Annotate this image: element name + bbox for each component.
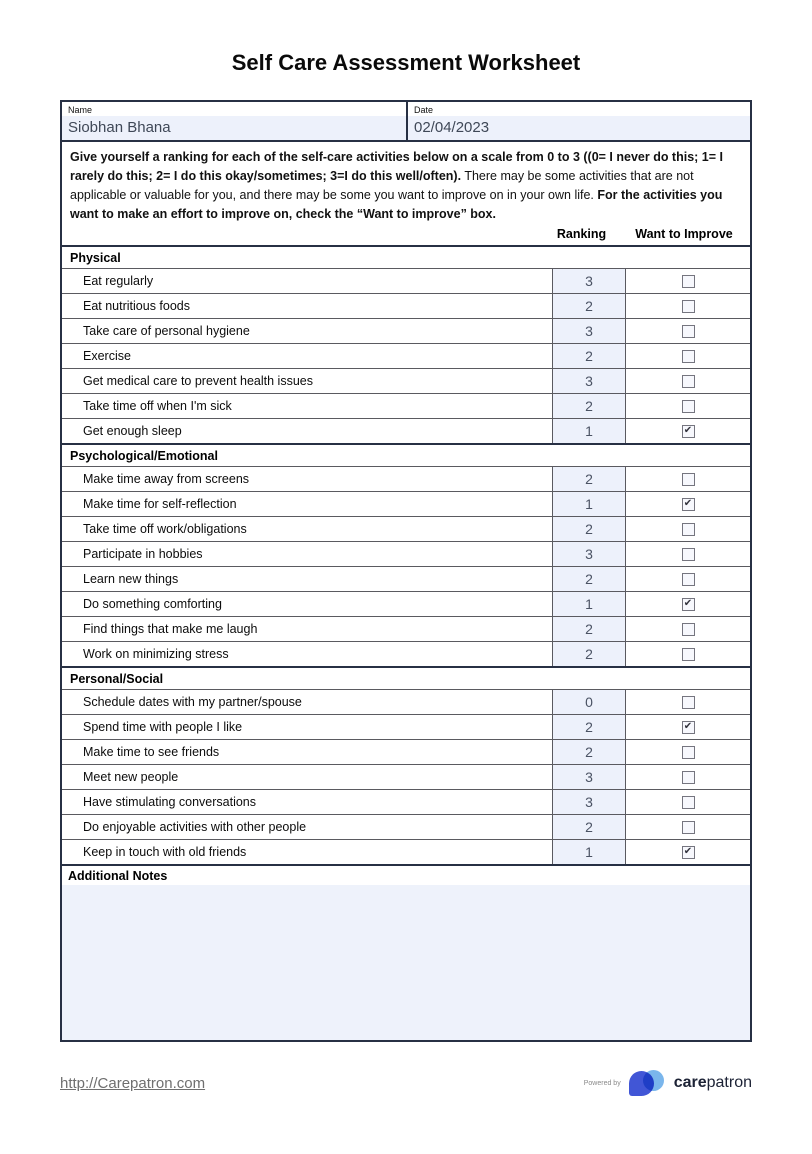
ranking-value-field[interactable]: 2 [553, 344, 626, 368]
improve-cell [626, 517, 750, 541]
improve-cell [626, 294, 750, 318]
want-to-improve-checkbox[interactable] [682, 648, 695, 661]
ranking-value-field[interactable]: 2 [553, 715, 626, 739]
carepatron-logo-icon [629, 1068, 664, 1098]
date-label: Date [408, 102, 750, 116]
section-header-row [62, 443, 750, 466]
ranking-value-field[interactable]: 2 [553, 294, 626, 318]
assessment-table [62, 245, 750, 864]
activity-label: Spend time with people I like [62, 715, 553, 739]
ranking-value-field[interactable]: 2 [553, 517, 626, 541]
activity-label: Get medical care to prevent health issues [62, 369, 553, 393]
activity-row [62, 764, 750, 789]
want-to-improve-checkbox[interactable] [682, 375, 695, 388]
ranking-value-field[interactable]: 0 [553, 690, 626, 714]
activity-label: Have stimulating conversations [62, 790, 553, 814]
section-header-row [62, 666, 750, 689]
instructions-normal: There may be some activities that are not applicable or valuable for you, and there may be some you want to improve on in your own life. [70, 169, 694, 202]
improve-cell [626, 740, 750, 764]
want-to-improve-checkbox[interactable] [682, 821, 695, 834]
want-to-improve-checkbox-checked[interactable]: ✔ [682, 846, 695, 859]
instructions-bold-intro: Give yourself a ranking for each of the self-care activities below on a scale from 0 to 3 ((0= I never do this; 1= I rarely do this; 2= I do this okay/sometimes; 3=I do this well/often). [70, 150, 723, 183]
want-to-improve-checkbox[interactable] [682, 523, 695, 536]
ranking-value-field[interactable]: 3 [553, 269, 626, 293]
ranking-value-field[interactable]: 3 [553, 790, 626, 814]
name-field-cell [62, 102, 406, 140]
ranking-value-field[interactable]: 2 [553, 394, 626, 418]
activity-row [62, 293, 750, 318]
activity-label: Keep in touch with old friends [62, 840, 553, 864]
brand-block [584, 1068, 752, 1098]
want-to-improve-checkbox[interactable] [682, 746, 695, 759]
want-to-improve-checkbox[interactable] [682, 473, 695, 486]
column-headers [70, 227, 750, 241]
name-label: Name [62, 102, 406, 116]
activity-row [62, 739, 750, 764]
activity-label: Take time off when I'm sick [62, 394, 553, 418]
ranking-value-field[interactable]: 3 [553, 369, 626, 393]
activity-row [62, 343, 750, 368]
want-to-improve-checkbox-checked[interactable]: ✔ [682, 498, 695, 511]
ranking-value-field[interactable]: 2 [553, 815, 626, 839]
instructions-bold-end: For the activities you want to make an effort to improve on, check the “Want to improve” box. [70, 188, 723, 221]
want-to-improve-checkbox[interactable] [682, 548, 695, 561]
ranking-value-field[interactable]: 2 [553, 740, 626, 764]
improve-cell [626, 369, 750, 393]
improve-cell [626, 567, 750, 591]
improve-cell [626, 344, 750, 368]
ranking-value-field[interactable]: 2 [553, 567, 626, 591]
wordmark-patron: patron [706, 1074, 752, 1091]
want-to-improve-checkbox-checked[interactable]: ✔ [682, 721, 695, 734]
activity-label: Do something comforting [62, 592, 553, 616]
want-to-improve-checkbox[interactable] [682, 623, 695, 636]
activity-label: Find things that make me laugh [62, 617, 553, 641]
improve-cell [626, 840, 750, 864]
activity-label: Participate in hobbies [62, 542, 553, 566]
improve-cell [626, 815, 750, 839]
section-title: Personal/Social [70, 671, 164, 686]
want-to-improve-checkbox[interactable] [682, 771, 695, 784]
ranking-value-field[interactable]: 1 [553, 419, 626, 443]
want-to-improve-checkbox[interactable] [682, 350, 695, 363]
ranking-value-field[interactable]: 3 [553, 542, 626, 566]
activity-row [62, 814, 750, 839]
ranking-value-field[interactable]: 1 [553, 592, 626, 616]
improve-cell [626, 419, 750, 443]
improve-cell [626, 542, 750, 566]
activity-row [62, 268, 750, 293]
want-to-improve-checkbox-checked[interactable]: ✔ [682, 425, 695, 438]
ranking-value-field[interactable]: 2 [553, 467, 626, 491]
name-date-row [62, 102, 750, 142]
want-to-improve-checkbox[interactable] [682, 325, 695, 338]
instructions-text [70, 148, 742, 224]
improve-cell [626, 765, 750, 789]
ranking-value-field[interactable]: 3 [553, 765, 626, 789]
want-to-improve-checkbox-checked[interactable]: ✔ [682, 598, 695, 611]
ranking-value-field[interactable]: 2 [553, 642, 626, 666]
activity-label: Do enjoyable activities with other people [62, 815, 553, 839]
activity-label: Work on minimizing stress [62, 642, 553, 666]
activity-row [62, 318, 750, 343]
ranking-value-field[interactable]: 1 [553, 840, 626, 864]
ranking-column-header: Ranking [556, 227, 607, 241]
activity-row [62, 591, 750, 616]
activity-row [62, 789, 750, 814]
ranking-value-field[interactable]: 3 [553, 319, 626, 343]
want-to-improve-checkbox[interactable] [682, 400, 695, 413]
additional-notes-section [62, 864, 750, 1040]
activity-row [62, 418, 750, 443]
activity-row [62, 689, 750, 714]
want-to-improve-checkbox[interactable] [682, 796, 695, 809]
carepatron-wordmark [674, 1074, 752, 1092]
want-to-improve-checkbox[interactable] [682, 573, 695, 586]
want-to-improve-checkbox[interactable] [682, 275, 695, 288]
activity-label: Meet new people [62, 765, 553, 789]
activity-row [62, 393, 750, 418]
improve-cell [626, 269, 750, 293]
activity-row [62, 641, 750, 666]
instructions-block [62, 142, 750, 245]
activity-label: Get enough sleep [62, 419, 553, 443]
footer [60, 1068, 752, 1098]
ranking-value-field[interactable]: 1 [553, 492, 626, 516]
want-to-improve-checkbox[interactable] [682, 696, 695, 709]
section-title: Physical [70, 250, 121, 265]
additional-notes-input[interactable] [62, 885, 750, 1040]
additional-notes-label: Additional Notes [62, 866, 750, 885]
wordmark-care: care [673, 1074, 707, 1091]
activity-row [62, 491, 750, 516]
want-to-improve-checkbox[interactable] [682, 300, 695, 313]
activity-label: Eat regularly [62, 269, 553, 293]
improve-cell [626, 319, 750, 343]
activity-label: Make time for self-reflection [62, 492, 553, 516]
activity-row [62, 839, 750, 864]
activity-row [62, 616, 750, 641]
activity-label: Make time away from screens [62, 467, 553, 491]
improve-cell [626, 492, 750, 516]
date-input[interactable]: 02/04/2023 [408, 116, 750, 140]
improve-column-header: Want to Improve [635, 227, 733, 241]
improve-cell [626, 690, 750, 714]
activity-row [62, 516, 750, 541]
improve-cell [626, 467, 750, 491]
activity-label: Exercise [62, 344, 553, 368]
ranking-value-field[interactable]: 2 [553, 617, 626, 641]
activity-row [62, 714, 750, 739]
improve-cell [626, 394, 750, 418]
improve-cell [626, 642, 750, 666]
powered-by-label: Powered by [583, 1079, 621, 1087]
improve-cell [626, 617, 750, 641]
name-input[interactable]: Siobhan Bhana [62, 116, 406, 140]
improve-cell [626, 790, 750, 814]
activity-label: Make time to see friends [62, 740, 553, 764]
page-title: Self Care Assessment Worksheet [231, 50, 581, 75]
activity-row [62, 368, 750, 393]
improve-cell [626, 715, 750, 739]
improve-cell [626, 592, 750, 616]
section-header-row [62, 245, 750, 268]
section-title: Psychological/Emotional [70, 448, 218, 463]
activity-row [62, 466, 750, 491]
activity-label: Take time off work/obligations [62, 517, 553, 541]
worksheet-form [60, 100, 752, 1042]
activity-row [62, 566, 750, 591]
activity-row [62, 541, 750, 566]
activity-label: Learn new things [62, 567, 553, 591]
activity-label: Schedule dates with my partner/spouse [62, 690, 553, 714]
logo-bubble-right-icon [643, 1070, 664, 1091]
carepatron-link[interactable]: http://Carepatron.com [60, 1074, 206, 1092]
activity-label: Eat nutritious foods [62, 294, 553, 318]
date-field-cell [406, 102, 750, 140]
activity-label: Take care of personal hygiene [62, 319, 553, 343]
